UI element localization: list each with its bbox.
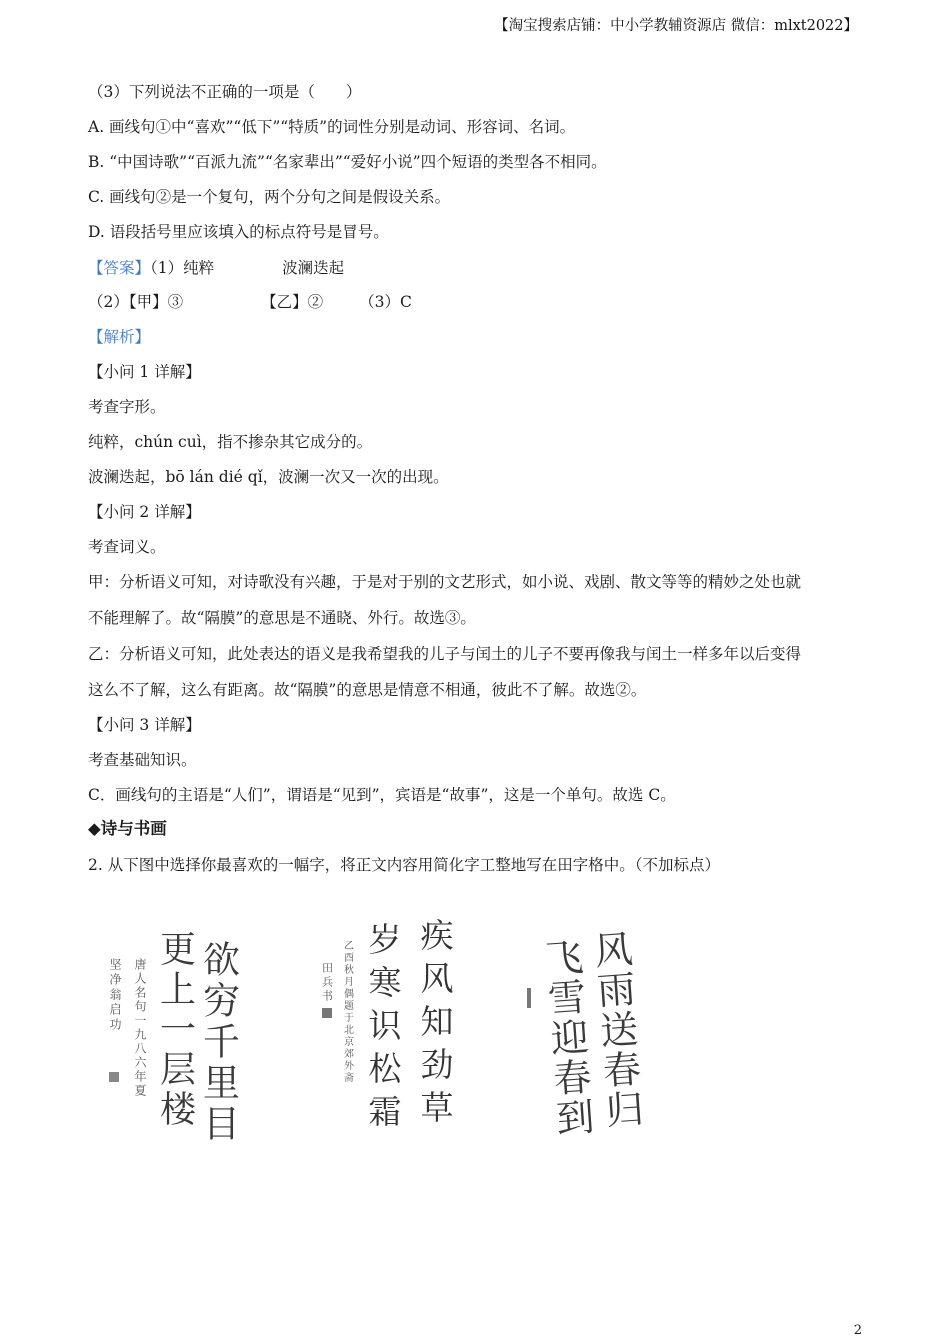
q1-title: 【小问 1 详解】	[88, 363, 201, 381]
q2-line5: 这么不了解，这么有距离。故“隔膜”的意思是情意不相通，彼此不了解。故选②。	[88, 681, 647, 699]
work1-col2: 更上一层楼	[154, 930, 196, 1130]
q2-line3: 不能理解了。故“隔膜”的意思是不通晓、外行。故选③。	[88, 609, 476, 627]
answer-part3: （3）C	[359, 293, 412, 311]
work2-col1: 疾风知劲草	[415, 918, 455, 1133]
q3-line1: 考查基础知识。	[88, 751, 197, 769]
answer-part2b: 【乙】②	[261, 293, 324, 311]
work2-col3: 乙酉秋月偶题于北京郊外斋	[341, 940, 353, 1084]
work2-col4: 田兵书	[320, 962, 334, 1004]
calligraphy-work-3	[527, 929, 645, 1140]
q1-line2: 纯粹，chún cuì，指不掺杂其它成分的。	[88, 433, 373, 451]
work3-col2: 飞雪迎春到	[537, 936, 596, 1140]
q3-line2: C．画线句的主语是“人们”，谓语是“见到”，宾语是“故事”，这是一个单句。故选 C。	[88, 786, 676, 804]
option-d: D. 语段括号里应该填入的标点符号是冒号。	[88, 223, 389, 241]
q1-line1: 考查字形。	[88, 398, 166, 416]
work1-seal	[109, 1072, 119, 1082]
option-a: A. 画线句①中“喜欢”“低下”“特质”的词性分别是动词、形容词、名词。	[88, 118, 576, 136]
q2-line1: 考查词义。	[88, 538, 166, 556]
option-b: B. “中国诗歌”“百派九流”“名家辈出”“爱好小说”四个短语的类型各不相同。	[88, 153, 607, 171]
work1-col4: 坚净翁启功	[108, 958, 122, 1033]
q3-title: 【小问 3 详解】	[88, 716, 201, 734]
calligraphy-work-2	[321, 918, 455, 1137]
answer-part1b: 波澜迭起	[282, 259, 345, 277]
answer-label: 【答案】	[88, 259, 151, 277]
work1-col3: 唐人名句一九八六年夏	[133, 958, 147, 1098]
question3-stem: （3）下列说法不正确的一项是（ ）	[88, 83, 362, 101]
calligraphy-work-1	[108, 930, 240, 1145]
analysis-label: 【解析】	[88, 328, 151, 346]
work1-col1: 欲穷千里目	[196, 940, 240, 1145]
answer-line-2	[88, 292, 412, 312]
answer-line-1	[88, 258, 344, 278]
work2-col2: 岁寒识松霜	[363, 922, 403, 1137]
section-title: ◆诗与书画	[88, 819, 167, 838]
q2-title: 【小问 2 详解】	[88, 503, 201, 521]
work3-seal	[527, 988, 531, 1008]
question2: 2. 从下图中选择你最喜欢的一幅字，将正文内容用简化字工整地写在田字格中。（不加标点）	[88, 856, 720, 874]
page-number: 2	[853, 1323, 862, 1338]
answer-part2a: （2）【甲】③	[88, 293, 184, 311]
answer-part1: （1）纯粹	[150, 259, 215, 277]
option-c: C. 画线句②是一个复句，两个分句之间是假设关系。	[88, 188, 451, 206]
q2-line2: 甲：分析语义可知，对诗歌没有兴趣，于是对于别的文艺形式，如小说、戏剧、散文等等的精妙之处也就	[88, 573, 802, 591]
work2-seal	[322, 1008, 332, 1018]
page-header: 【淘宝搜索店铺：中小学教辅资源店 微信：mlxt2022】	[494, 18, 858, 34]
calligraphy-images	[95, 900, 675, 1160]
q2-line4: 乙：分析语义可知，此处表达的语义是我希望我的儿子与闰土的儿子不要再像我与闰土一样多年以后变得	[88, 645, 802, 663]
q1-line3: 波澜迭起，bō lán dié qǐ，波澜一次又一次的出现。	[88, 468, 449, 486]
work3-col1: 风雨送春归	[586, 928, 645, 1132]
